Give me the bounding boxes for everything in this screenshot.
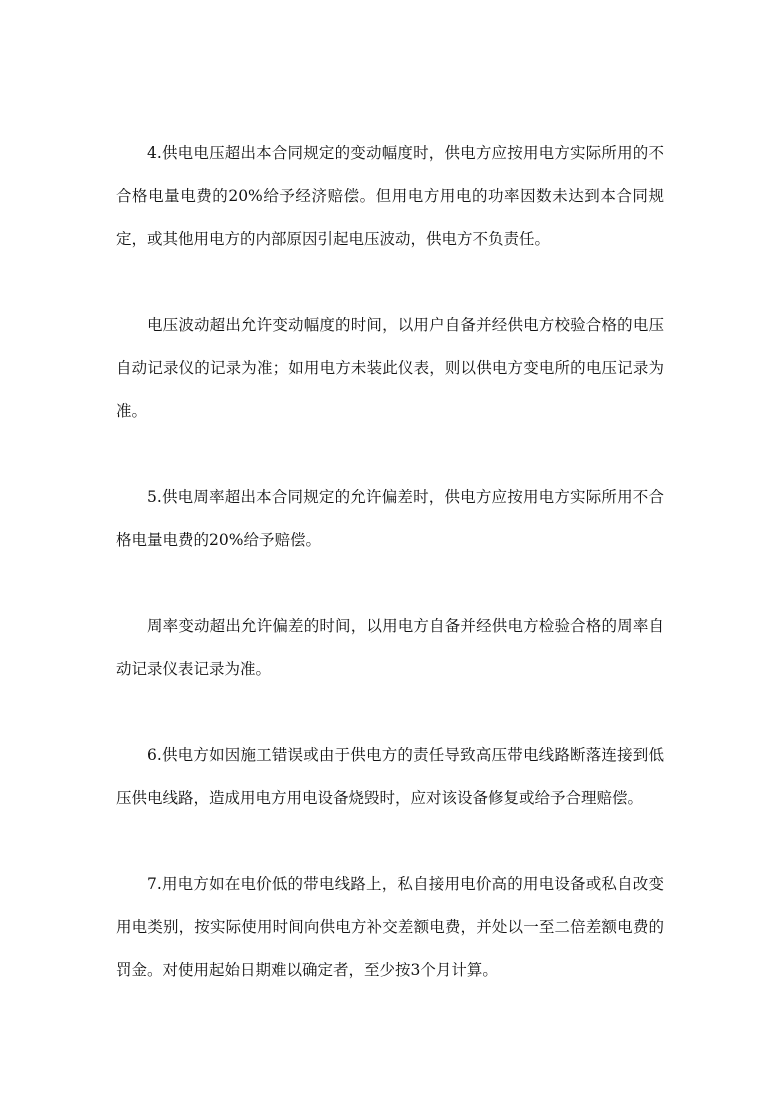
paragraph-clause-4: 4.供电电压超出本合同规定的变动幅度时，供电方应按用电方实际所用的不合格电量电费的20%给予经济赔偿。但用电方用电的功率因数未达到本合同规定，或其他用电方的内部原因引起电压波动，供电方不负责任。 xyxy=(116,144,664,248)
paragraph-frequency-record: 周率变动超出允许偏差的时间，以用电方自备并经供电方检验合格的周率自动记录仪表记录为准。 xyxy=(116,617,664,678)
paragraph-voltage-record: 电压波动超出允许变动幅度的时间，以用户自备并经供电方校验合格的电压自动记录仪的记录为准；如用电方未装此仪表，则以供电方变电所的电压记录为准。 xyxy=(116,316,664,420)
paragraph-clause-5: 5.供电周率超出本合同规定的允许偏差时，供电方应按用电方实际所用不合格电量电费的20%给予赔偿。 xyxy=(116,488,664,549)
paragraph-clause-6: 6.供电方如因施工错误或由于供电方的责任导致高压带电线路断落连接到低压供电线路，造成用电方用电设备烧毁时，应对该设备修复或给予合理赔偿。 xyxy=(116,746,664,807)
paragraph-clause-7: 7.用电方如在电价低的带电线路上，私自接用电价高的用电设备或私自改变用电类别，按实际使用时间向供电方补交差额电费，并处以一至二倍差额电费的罚金。对使用起始日期难以确定者，至少按3个月计算。 xyxy=(116,875,664,979)
document-body xyxy=(116,132,664,992)
